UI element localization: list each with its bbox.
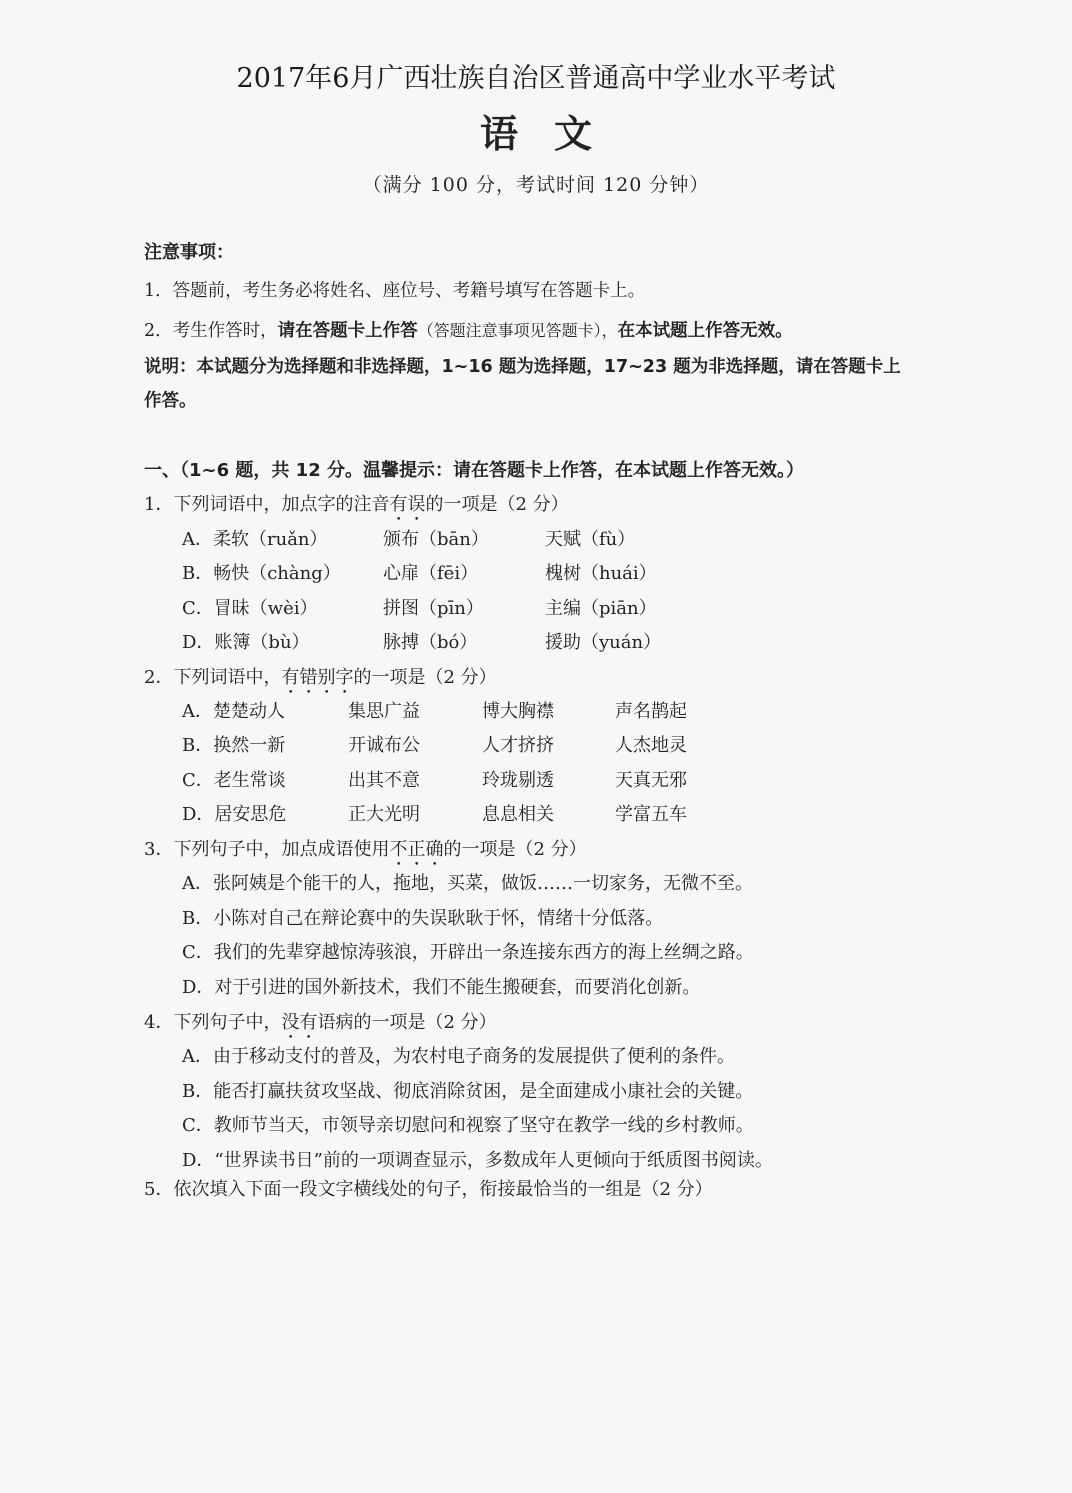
q2-option-d-4: 学富五车 xyxy=(615,804,687,825)
q1-option-a-3: 天赋（fù） xyxy=(545,529,636,550)
q4-option-a: A．由于移动支付的普及，为农村电子商务的发展提供了便利的条件。 xyxy=(182,1046,735,1067)
question-3-stem xyxy=(144,835,587,870)
explain-line-1: 说明：本试题分为选择题和非选择题，1~16 题为选择题，17~23 题为非选择题，请在答题卡上 xyxy=(144,357,901,377)
notes-item-2-mid: （答题注意事项见答题卡）， xyxy=(417,321,618,340)
q2-option-d-3: 息息相关 xyxy=(482,804,554,825)
q1-option-b-2: 心扉（fēi） xyxy=(383,563,479,584)
question-5-stem: 5．依次填入下面一段文字横线处的句子，衔接最恰当的一组是（2 分） xyxy=(144,1179,713,1200)
q2-option-c-1: C．老生常谈 xyxy=(182,770,286,791)
stem-text: 2．下列词语中， xyxy=(144,667,282,688)
question-4-stem xyxy=(144,1008,497,1043)
notes-item-2-bold-2: 在本试题上作答无效。 xyxy=(617,321,793,341)
q2-option-b-2: 开诚布公 xyxy=(348,735,420,756)
stem-text: 1．下列词语中，加点字的注音 xyxy=(144,494,390,515)
q1-option-a-1: A．柔软（ruǎn） xyxy=(182,529,328,550)
q4-option-b: B．能否打赢扶贫攻坚战、彻底消除贫困，是全面建成小康社会的关键。 xyxy=(182,1081,754,1102)
stem-emphasis: 不正确 xyxy=(389,839,444,860)
explain-line-2: 作答。 xyxy=(144,391,197,411)
q1-option-d-2: 脉搏（bó） xyxy=(383,632,478,653)
q2-option-a-4: 声名鹊起 xyxy=(615,701,687,722)
stem-text: 4．下列句子中， xyxy=(144,1012,282,1033)
q4-option-c: C．教师节当天，市领导亲切慰问和视察了坚守在教学一线的乡村教师。 xyxy=(182,1115,754,1136)
q2-option-c-3: 玲珑剔透 xyxy=(482,770,554,791)
subject-title: 语文 xyxy=(479,112,628,156)
q2-option-d-2: 正大光明 xyxy=(348,804,420,825)
q1-option-d-3: 援助（yuán） xyxy=(545,632,662,653)
q1-option-c-2: 拼图（pīn） xyxy=(383,598,484,619)
q4-option-d: D．“世界读书日”前的一项调查显示，多数成年人更倾向于纸质图书阅读。 xyxy=(182,1150,773,1171)
q2-option-b-1: B．换然一新 xyxy=(182,735,286,756)
notes-item-2-prefix: 2．考生作答时， xyxy=(144,321,278,341)
q1-option-c-1: C．冒昧（wèi） xyxy=(182,598,318,619)
q1-option-a-2: 颁布（bān） xyxy=(383,529,489,550)
q3-option-d: D．对于引进的国外新技术，我们不能生搬硬套，而要消化创新。 xyxy=(182,977,701,998)
q1-option-d-1: D．账簿（bù） xyxy=(182,632,310,653)
q2-option-a-3: 博大胸襟 xyxy=(482,701,554,722)
question-2-stem xyxy=(144,663,497,698)
q2-option-d-1: D．居安思危 xyxy=(182,804,287,825)
q1-option-b-3: 槐树（huái） xyxy=(545,563,657,584)
q3-option-c: C．我们的先辈穿越惊涛骇浪，开辟出一条连接东西方的海上丝绸之路。 xyxy=(182,942,754,963)
stem-emphasis: 没有 xyxy=(281,1012,318,1033)
stem-text: 语病的一项是（2 分） xyxy=(317,1012,497,1033)
notes-item-2 xyxy=(144,317,793,342)
stem-emphasis: 有错别字 xyxy=(281,667,354,688)
q1-option-b-1: B．畅快（chàng） xyxy=(182,563,341,584)
notes-item-1: 1．答题前，考生务必将姓名、座位号、考籍号填写在答题卡上。 xyxy=(144,281,646,301)
q2-option-b-4: 人杰地灵 xyxy=(615,735,687,756)
q2-option-c-2: 出其不意 xyxy=(348,770,420,791)
notes-item-2-bold-1: 请在答题卡上作答 xyxy=(277,321,418,341)
q2-option-c-4: 天真无邪 xyxy=(615,770,687,791)
stem-text: 3．下列句子中，加点成语使用 xyxy=(144,839,390,860)
q2-option-a-1: A．楚楚动人 xyxy=(182,701,285,722)
q2-option-a-2: 集思广益 xyxy=(348,701,420,722)
q3-option-b: B．小陈对自己在辩论赛中的失误耿耿于怀，情绪十分低落。 xyxy=(182,908,664,929)
stem-emphasis: 有误 xyxy=(389,494,426,515)
full-marks-info: （满分 100 分，考试时间 120 分钟） xyxy=(362,174,710,196)
stem-text: 的一项是（2 分） xyxy=(425,494,569,515)
section-1-heading: 一、（1~6 题，共 12 分。温馨提示：请在答题卡上作答，在本试题上作答无效。） xyxy=(144,460,804,481)
question-1-stem xyxy=(144,490,569,525)
q3-option-a: A．张阿姨是个能干的人，拖地，买菜，做饭……一切家务，无微不至。 xyxy=(182,873,753,894)
notes-heading: 注意事项： xyxy=(144,242,234,263)
q2-option-b-3: 人才挤挤 xyxy=(482,735,554,756)
q1-option-c-3: 主编（piān） xyxy=(545,598,657,619)
stem-text: 的一项是（2 分） xyxy=(443,839,587,860)
exam-title: 2017年6月广西壮族自治区普通高中学业水平考试 xyxy=(236,63,836,94)
stem-text: 的一项是（2 分） xyxy=(353,667,497,688)
